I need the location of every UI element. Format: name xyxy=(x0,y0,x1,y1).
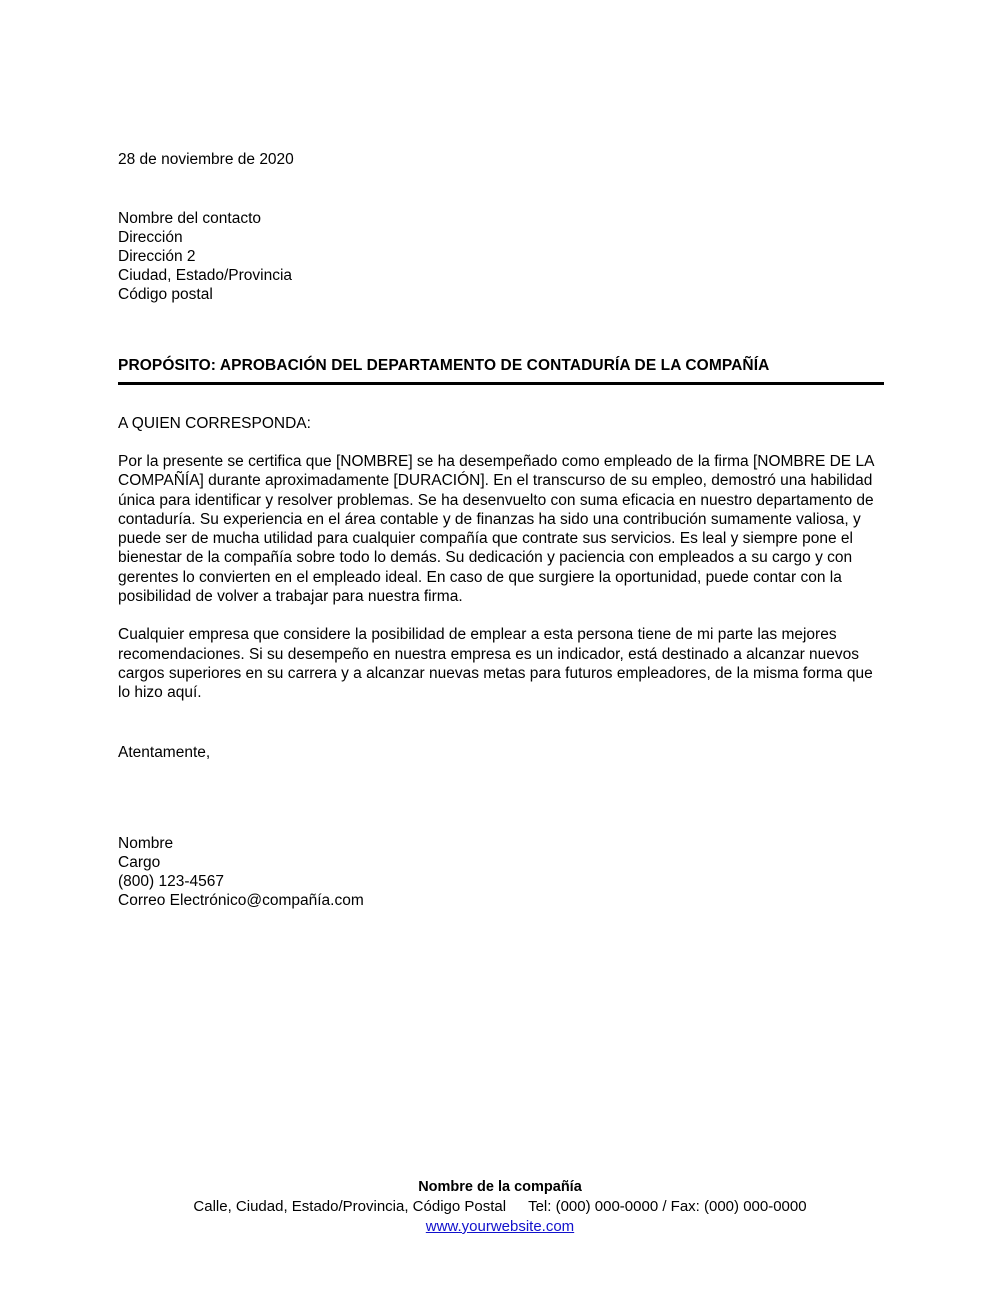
signer-title: Cargo xyxy=(118,853,161,871)
spacer-between-paragraphs xyxy=(118,606,886,625)
spacer-before-heading xyxy=(118,304,886,356)
signature-space xyxy=(118,762,886,834)
signer-name: Nombre xyxy=(118,834,174,852)
signature-block xyxy=(118,834,886,910)
letter-body xyxy=(118,150,886,910)
spacer-after-rule xyxy=(118,385,886,414)
footer-website-link[interactable]: www.yourwebsite.com xyxy=(425,1218,575,1235)
signer-email: Correo Electrónico@compañía.com xyxy=(118,891,364,909)
footer-address: Calle, Ciudad, Estado/Provincia, Código Postal xyxy=(193,1198,507,1215)
recipient-address-block xyxy=(118,209,886,304)
page-footer xyxy=(0,1178,1000,1237)
recipient-line-city-state: Ciudad, Estado/Provincia xyxy=(118,267,293,284)
recipient-line-address2: Dirección 2 xyxy=(118,248,196,265)
spacer-before-closing xyxy=(118,703,886,743)
letter-date: 28 de noviembre de 2020 xyxy=(118,151,294,168)
spacer-after-date xyxy=(118,169,886,209)
body-paragraph-1: Por la presente se certifica que [NOMBRE] se ha desempeñado como empleado de la firma [NOMBRE DE LA COMPAÑÍA] durante aproximadamente [DURACIÓN]. En el transcurso de su empleo, demostró una habilidad única para identificar y resolver problemas. Se ha desenvuelto con suma eficacia en nuestro departamento de contaduría. Su experiencia en el área contable y de finanzas ha sido una contribución sumamente valiosa, y puede ser de mucha utilidad para cualquier compañía que contrate sus servicios. Es leal y siempre pone el bienestar de la compañía sobre todo lo demás. Su dedicación y paciencia con empleados a su cargo y con gerentes lo convierten en el empleado ideal. En caso de que surgiere la oportunidad, puede contar con la posibilidad de volver a trabajar para nuestra firma. xyxy=(118,453,874,606)
body-paragraph-2: Cualquier empresa que considere la posibilidad de emplear a esta persona tiene de mi parte las mejores recomendaciones. Si su desempeño en nuestra empresa es un indicador, está destinado a alcanzar nuevos cargos superiores en su carrera y a alcanzar nuevas metas para futuros empleadores, de la misma forma que lo hizo aquí. xyxy=(118,626,873,702)
spacer-after-salutation xyxy=(118,433,886,452)
footer-phone-fax: Tel: (000) 000-0000 / Fax: (000) 000-0000 xyxy=(528,1198,807,1215)
footer-contact-line xyxy=(0,1197,1000,1217)
footer-company-name: Nombre de la compañía xyxy=(418,1179,582,1195)
recipient-line-name: Nombre del contacto xyxy=(118,210,262,227)
recipient-line-postal-code: Código postal xyxy=(118,286,213,303)
footer-website-row xyxy=(0,1217,1000,1237)
signer-phone: (800) 123-4567 xyxy=(118,872,224,890)
subject-heading: PROPÓSITO: APROBACIÓN DEL DEPARTAMENTO DE CONTADURÍA DE LA COMPAÑÍA xyxy=(118,357,770,374)
salutation: A QUIEN CORRESPONDA: xyxy=(118,415,311,432)
closing-line: Atentamente, xyxy=(118,743,211,761)
recipient-line-address1: Dirección xyxy=(118,229,183,246)
